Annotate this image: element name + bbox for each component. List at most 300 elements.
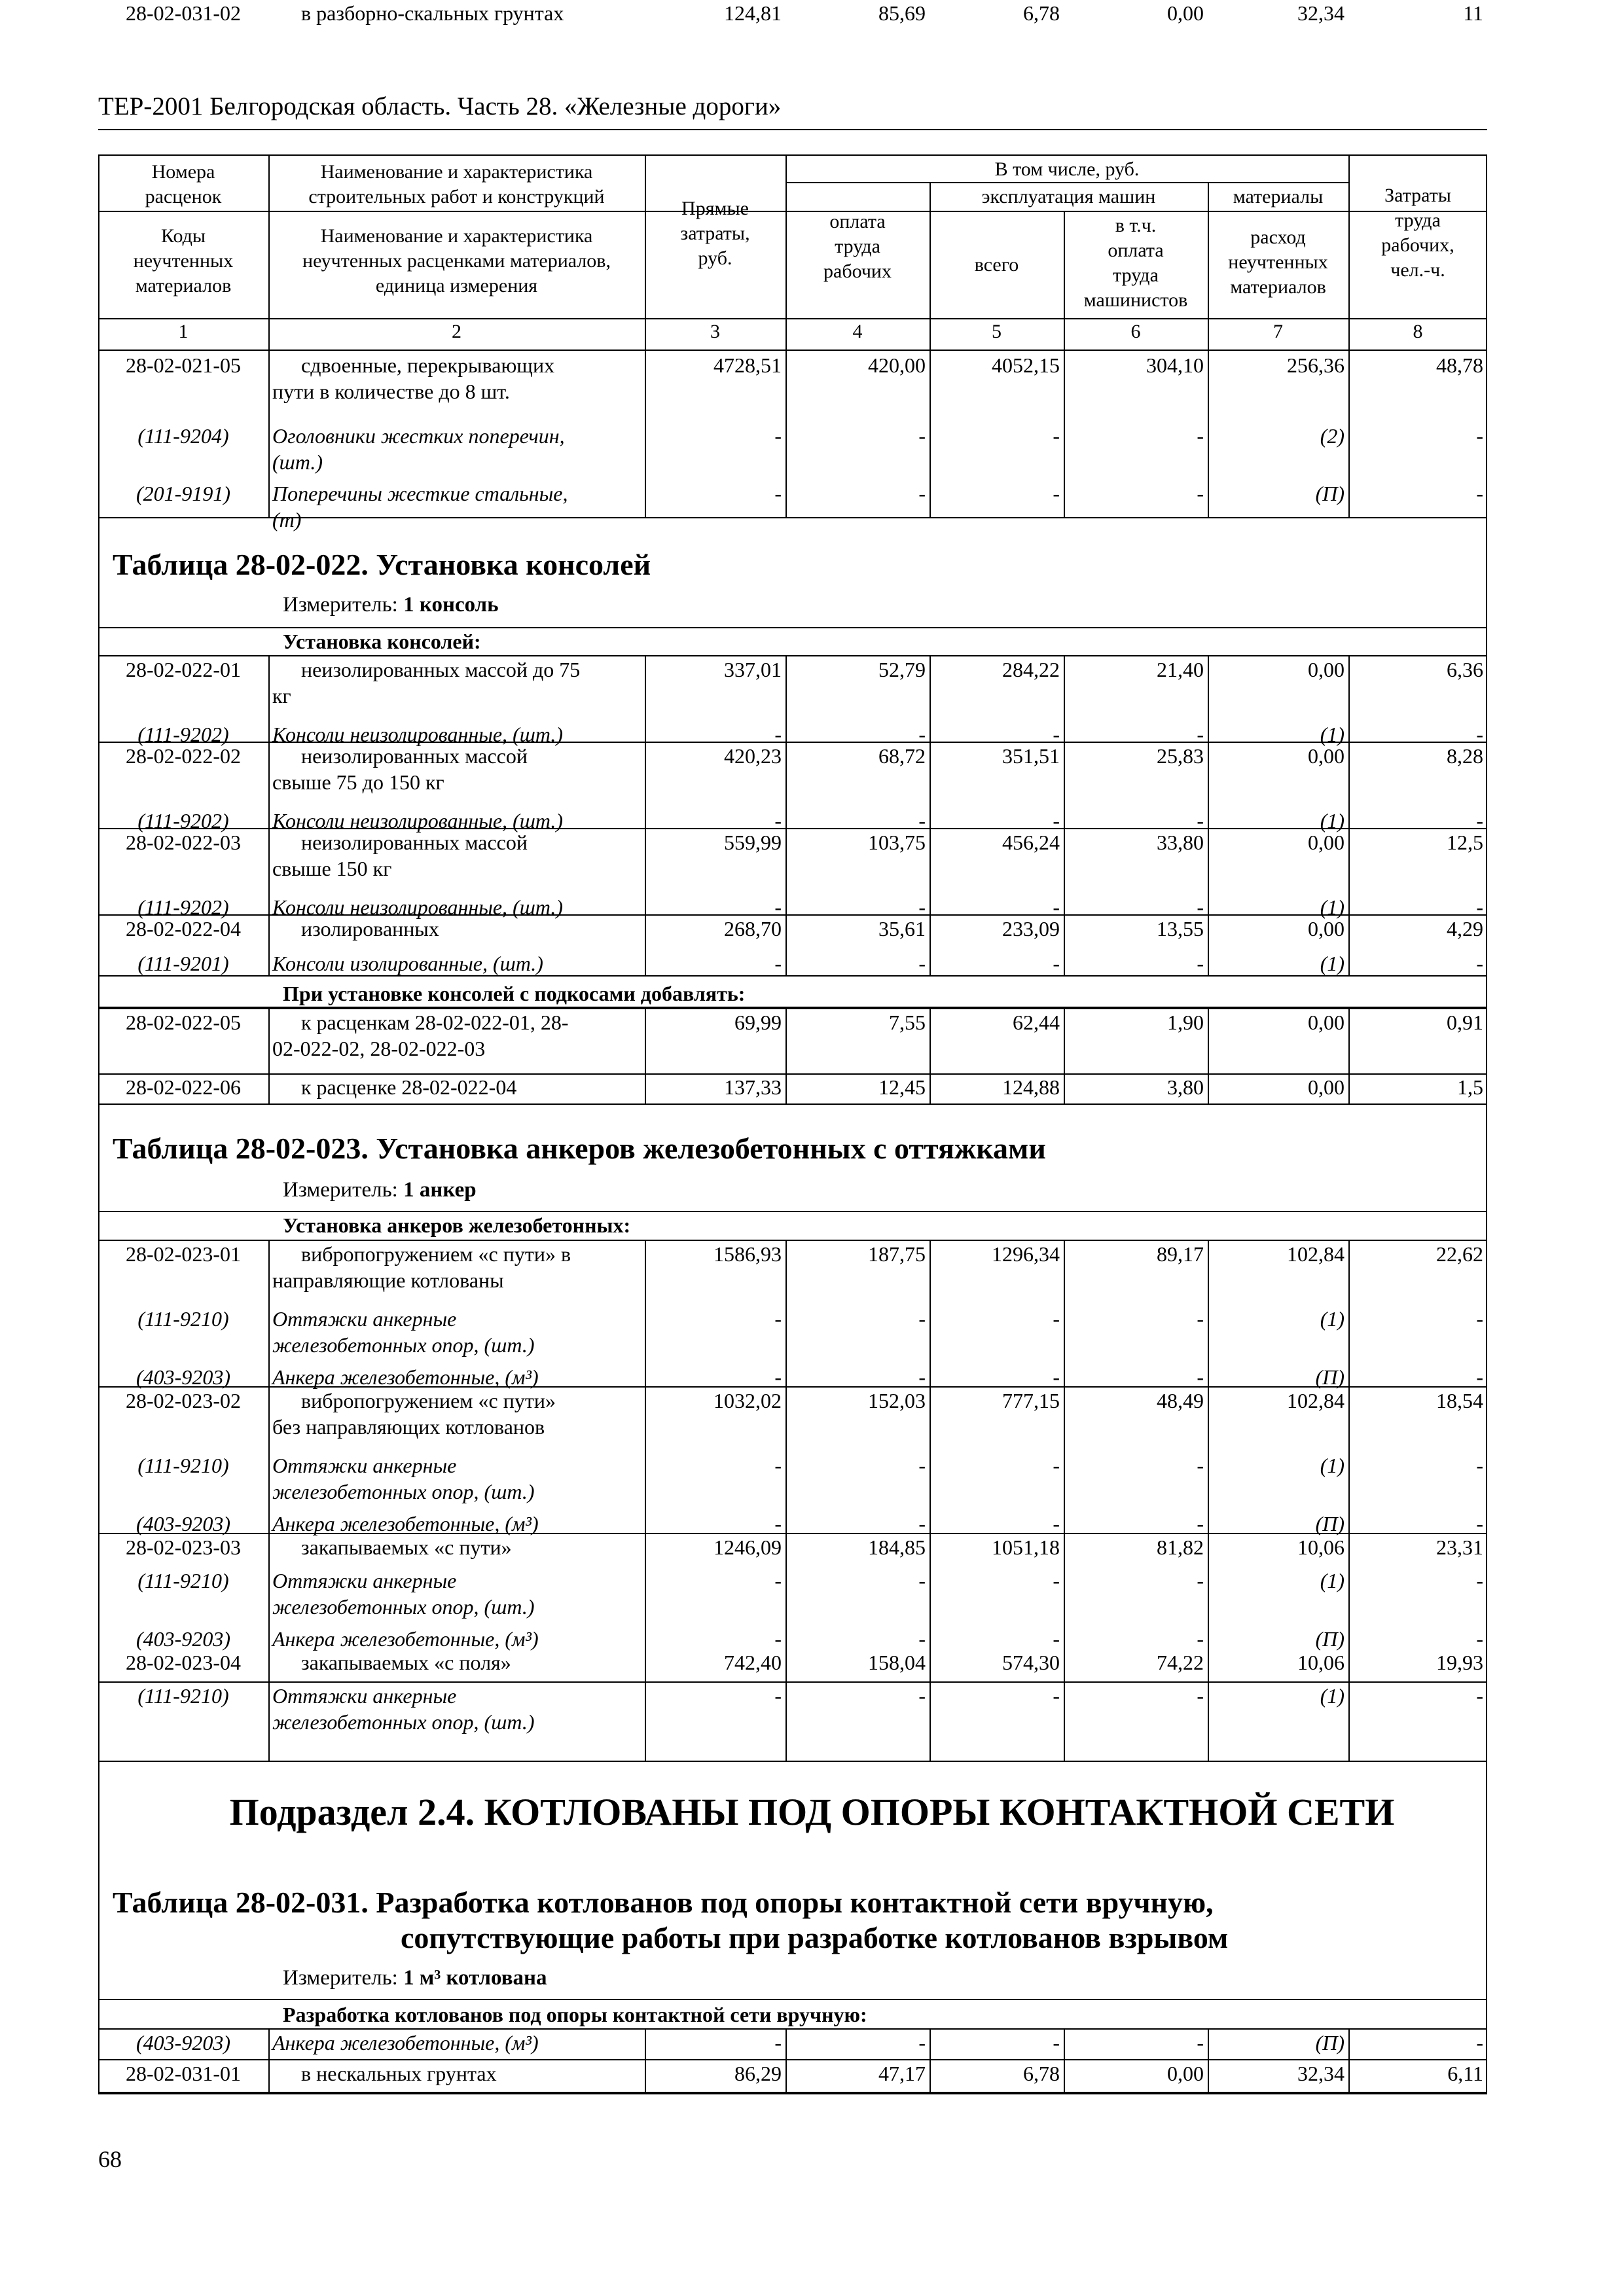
cost-value: - [918,1569,926,1592]
cost-value: - [1476,482,1483,505]
head-work-name-line: Наименование и характеристика [320,161,593,183]
cost-value: 420,23 [724,744,782,768]
cost-value: 158,04 [868,1651,926,1674]
work-name: сдвоенные, перекрывающих [301,353,555,377]
work-name: направляющие котлованы [272,1268,504,1292]
cost-value: 3,80 [1167,1075,1204,1099]
rate-code: 28-02-022-01 [126,658,241,681]
table-022-measure: Измеритель: 1 консоль [283,593,499,617]
cost-value: - [774,1512,782,1535]
cost-value: 1586,93 [713,1242,782,1266]
work-name: свыше 150 кг [272,857,392,880]
cost-value: (П) [1315,1512,1344,1535]
material-name: железобетонных опор, (шт.) [272,1333,535,1357]
cost-value: 420,00 [868,353,926,377]
head-labor-hours-line: Затраты [1384,185,1451,206]
table-column-rule [645,350,646,517]
subsection-title: Подраздел 2.4. КОТЛОВАНЫ ПОД ОПОРЫ КОНТАКТНОЙ СЕТИ [229,1791,1395,1833]
material-name: Анкера железобетонные, (м³) [272,1512,539,1535]
cost-value: - [1053,1569,1060,1592]
table-rule [98,655,1487,656]
table-column-rule [1064,350,1065,517]
head-column-number-line: 5 [992,321,1001,342]
material-code: (403-9203) [136,1512,230,1535]
cost-value: - [774,723,782,746]
cost-value: 11 [1463,1,1483,25]
cost-value: (1) [1320,952,1344,975]
head-labor-hours-line: труда [1395,209,1441,231]
head-unaccounted-materials-line: материалов [1230,276,1326,298]
table-column-rule [1208,655,1209,975]
rate-code: 28-02-031-02 [126,1,241,25]
cost-value: - [918,809,926,833]
table-022-title: Таблица 28-02-022. Установка консолей [113,548,651,581]
cost-value: - [774,809,782,833]
head-operator-pay-line: труда [1113,264,1159,286]
cost-value: 351,51 [1002,744,1060,768]
cost-value: 68,72 [878,744,926,768]
cost-value: - [774,482,782,505]
cost-value: - [774,1307,782,1331]
cost-value: - [1476,1569,1483,1592]
cost-value: - [1476,723,1483,746]
cost-value: - [774,1684,782,1708]
head-machine-total-line: всего [974,254,1019,276]
cost-value: - [1053,809,1060,833]
work-name: закапываемых «с пути» [301,1535,512,1559]
cost-value: 7,55 [889,1011,926,1034]
table-column-rule [785,1007,787,1103]
rate-rule [98,1533,1487,1534]
head-labor-hours-line: чел.-ч. [1390,259,1445,281]
rate-code: 28-02-022-04 [126,917,241,941]
head-including [871,157,1263,182]
head-materials-line: материалы [1233,186,1324,207]
material-code: (111-9210) [137,1307,229,1331]
table-rule [98,2028,1487,2030]
head-direct-costs-line: руб. [698,247,732,269]
cost-value: (П) [1315,1627,1344,1651]
cost-value: 89,17 [1157,1242,1204,1266]
material-code: (111-9201) [137,952,229,975]
running-header: ТЕР-2001 Белгородская область. Часть 28. «Железные дороги» [98,92,782,120]
rate-code: 28-02-022-03 [126,831,241,854]
head-column-number-line: 8 [1413,321,1423,342]
cost-value: - [1197,952,1204,975]
material-name: Анкера железобетонные, (м³) [272,1627,539,1651]
material-code: (111-9202) [137,723,229,746]
rate-code: 28-02-023-04 [126,1651,241,1674]
table-column-rule [1064,1007,1065,1103]
material-name: железобетонных опор, (шт.) [272,1480,535,1503]
material-code: (403-9203) [136,1627,230,1651]
cost-value: (1) [1320,1684,1344,1708]
cost-value: 12,5 [1447,831,1483,854]
head-material-name-line: Наименование и характеристика [320,225,593,247]
cost-value: - [1476,1627,1483,1651]
cost-value: 4052,15 [992,353,1060,377]
work-name: в разборно-скальных грунтах [301,1,564,25]
cost-value: 6,36 [1447,658,1483,681]
material-name: Консоли неизолированные, (шт.) [272,895,564,919]
table-rule [98,2092,1487,2093]
cost-value: 48,78 [1436,353,1483,377]
cost-value: 35,61 [878,917,926,941]
cost-value: - [918,482,926,505]
head-material-code-line: неучтенных [133,250,234,272]
head-labor-pay-line: рабочих [823,260,892,282]
cost-value: 22,62 [1436,1242,1483,1266]
table-031-measure: Измеритель: 1 м³ котлована [283,1966,547,1990]
table-rule [98,627,1487,628]
cost-value: - [918,1307,926,1331]
cost-value: - [1197,895,1204,919]
cost-value: 152,03 [868,1389,926,1412]
head-column-number-line: 7 [1273,321,1283,342]
cost-value: - [1053,952,1060,975]
work-name: кг [272,684,291,708]
table-column-rule [1208,350,1209,517]
head-including-line: В том числе, руб. [994,158,1140,180]
material-code: (403-9203) [136,1365,230,1389]
cost-value: 304,10 [1146,353,1204,377]
cost-value: - [1197,482,1204,505]
table-column-rule [785,350,787,517]
cost-value: 559,99 [724,831,782,854]
material-name: Консоли неизолированные, (шт.) [272,723,564,746]
table-022-group-heading: Установка консолей: [283,630,481,653]
cost-value: 1,90 [1167,1011,1204,1034]
table-rule [98,2059,1487,2060]
cost-value: 62,44 [1013,1011,1060,1034]
head-material-name-line: неучтенных расценками материалов, [302,250,611,272]
rate-rule [98,1681,1487,1683]
cost-value: 10,06 [1297,1535,1344,1559]
table-rule [98,1103,1487,1105]
table-023-group-heading: Установка анкеров железобетонных: [283,1213,631,1237]
table-column-rule [929,1007,931,1103]
cost-value: 1,5 [1457,1075,1483,1099]
rate-code: 28-02-031-01 [126,2062,241,2085]
cost-value: 337,01 [724,658,782,681]
material-name: Оттяжки анкерные [272,1569,457,1592]
cost-value: 268,70 [724,917,782,941]
cost-value: 13,55 [1157,917,1204,941]
table-rule [98,1240,1487,1241]
cost-value: 0,00 [1308,917,1344,941]
cost-value: (1) [1320,895,1344,919]
head-labor-hours [1221,183,1614,283]
material-name: Консоли неизолированные, (шт.) [272,809,564,833]
cost-value: - [1476,952,1483,975]
cost-value: - [1197,723,1204,746]
cost-value: - [1476,1454,1483,1477]
cost-value: 777,15 [1002,1389,1060,1412]
head-machine-operation-line: эксплуатация машин [981,186,1156,207]
table-column-rule [1208,1007,1209,1103]
work-name: к расценке 28-02-022-04 [301,1075,517,1099]
work-name: изолированных [301,917,439,941]
cost-value: 0,00 [1308,658,1344,681]
cost-value: 85,69 [878,1,926,25]
material-code: (111-9202) [137,809,229,833]
material-code: (201-9191) [136,482,230,505]
table-023-measure: Измеритель: 1 анкер [283,1178,477,1202]
material-code: (111-9210) [137,1569,229,1592]
cost-value: - [1053,1512,1060,1535]
work-name: вибропогружением «с пути» в [301,1242,571,1266]
cost-value: 1296,34 [992,1242,1060,1266]
head-operator-pay-line: машинистов [1083,289,1188,311]
head-direct-costs-line: Прямые [681,198,749,219]
head-operator-pay-line: в т.ч. [1115,215,1157,236]
cost-value: - [774,1627,782,1651]
cost-value: 6,78 [1023,1,1060,25]
cost-value: 137,33 [724,1075,782,1099]
table-022-brace-group-heading: При установке консолей с подкосами добавлять: [283,982,746,1005]
table-column-rule [1348,655,1350,975]
cost-value: 124,88 [1002,1075,1060,1099]
work-name: вибропогружением «с пути» [301,1389,556,1412]
cost-value: 184,85 [868,1535,926,1559]
material-name: железобетонных опор, (шт.) [272,1710,535,1734]
table-column-rule [645,655,646,975]
cost-value: (П) [1315,1365,1344,1389]
cost-value: - [1053,1307,1060,1331]
cost-value: 1032,02 [713,1389,782,1412]
rate-code: 28-02-023-01 [126,1242,241,1266]
cost-value: - [918,1627,926,1651]
cost-value: - [1197,1684,1204,1708]
work-name: неизолированных массой до 75 [301,658,581,681]
cost-value: 0,00 [1308,831,1344,854]
table-column-rule [1348,350,1350,517]
cost-value: 23,31 [1436,1535,1483,1559]
cost-value: - [1197,1569,1204,1592]
cost-value: - [1476,1307,1483,1331]
cost-value: 0,00 [1308,744,1344,768]
cost-value: - [1053,1627,1060,1651]
rate-code: 28-02-021-05 [126,353,241,377]
cost-value: - [1476,1512,1483,1535]
cost-value: 10,06 [1297,1651,1344,1674]
table-rule [98,517,1487,518]
cost-value: 0,00 [1167,2062,1204,2085]
table-column-rule [268,350,270,517]
cost-value: - [1197,1627,1204,1651]
material-code: (111-9204) [137,424,229,448]
cost-value: - [1197,424,1204,448]
cost-value: 48,49 [1157,1389,1204,1412]
cost-value: - [918,2031,926,2054]
table-column-rule [785,655,787,975]
cost-value: - [1053,1684,1060,1708]
cost-value: 284,22 [1002,658,1060,681]
cost-value: 86,29 [734,2062,782,2085]
cost-value: - [774,1365,782,1389]
head-labor-hours-line: рабочих, [1381,234,1454,256]
head-operator-pay-line: оплата [1108,240,1164,261]
cost-value: 0,00 [1308,1075,1344,1099]
material-name: Анкера железобетонные, (м³) [272,1365,539,1389]
cost-value: - [774,952,782,975]
head-labor-pay-line: оплата [829,211,886,232]
cost-value: - [1053,424,1060,448]
cost-value: 102,84 [1287,1242,1344,1266]
material-name: железобетонных опор, (шт.) [272,1595,535,1619]
head-direct-costs-line: затраты, [680,223,750,244]
table-column-rule [1064,655,1065,975]
cost-value: 33,80 [1157,831,1204,854]
cost-value: - [1053,1454,1060,1477]
head-column-number-line: 3 [710,321,720,342]
material-name: Поперечины жесткие стальные, [272,482,568,505]
cost-value: 1246,09 [713,1535,782,1559]
cost-value: (П) [1315,482,1344,505]
cost-value: 256,36 [1287,353,1344,377]
cost-value: (1) [1320,809,1344,833]
cost-value: - [918,1684,926,1708]
material-name: Оттяжки анкерные [272,1454,457,1477]
material-name: Консоли изолированные, (шт.) [272,952,543,975]
cost-value: 0,00 [1167,1,1204,25]
cost-value: - [918,723,926,746]
cost-value: 187,75 [868,1242,926,1266]
head-column-number-line: 2 [452,321,461,342]
cost-value: - [1053,482,1060,505]
material-name: Оттяжки анкерные [272,1307,457,1331]
cost-value: - [1197,1365,1204,1389]
cost-value: - [1197,1454,1204,1477]
cost-value: - [1197,809,1204,833]
table-column-rule [645,1007,646,1103]
header-rule-bottom [98,350,1487,351]
work-name: в нескальных грунтах [301,2062,497,2085]
head-work-name-line: строительных работ и конструкций [308,186,605,207]
cost-value: 19,93 [1436,1651,1483,1674]
cost-value: 0,00 [1308,1011,1344,1034]
cost-value: 47,17 [878,2062,926,2085]
head-material-code-line: материалов [135,275,232,296]
cost-value: 52,79 [878,658,926,681]
cost-value: 25,83 [1157,744,1204,768]
cost-value: 8,28 [1447,744,1483,768]
cost-value: - [1476,895,1483,919]
header-rule [98,129,1487,130]
rate-rule [98,742,1487,743]
rate-rule [98,1073,1487,1075]
cost-value: - [1053,2031,1060,2054]
cost-value: 742,40 [724,1651,782,1674]
rate-code: 28-02-022-06 [126,1075,241,1099]
head-rate-number-line: расценок [145,186,222,207]
rate-code: 28-02-023-02 [126,1389,241,1412]
material-name: (т) [272,508,302,531]
cost-value: - [1476,1684,1483,1708]
rate-rule [98,914,1487,916]
cost-value: - [918,895,926,919]
table-023-title: Таблица 28-02-023. Установка анкеров железобетонных с оттяжками [113,1132,1046,1165]
work-name: 02-022-02, 28-02-022-03 [272,1037,486,1060]
table-column-rule [929,655,931,975]
cost-value: - [1476,1365,1483,1389]
table-column-rule [268,1007,270,1103]
work-name: закапываемых «с поля» [301,1651,511,1674]
cost-value: 574,30 [1002,1651,1060,1674]
table-031-group-heading: Разработка котлованов под опоры контактной сети вручную: [283,2003,867,2026]
cost-value: 69,99 [734,1011,782,1034]
head-labor-pay-line: труда [835,236,880,257]
head-material-code-line: Коды [160,225,206,247]
work-name: неизолированных массой [301,744,528,768]
work-name: к расценкам 28-02-022-01, 28- [301,1011,569,1034]
cost-value: 0,91 [1447,1011,1483,1034]
head-unaccounted-materials-line: неучтенных [1228,251,1328,273]
cost-value: - [774,1454,782,1477]
rate-code: 28-02-022-05 [126,1011,241,1034]
table-column-rule [1348,1007,1350,1103]
cost-value: 6,78 [1023,2062,1060,2085]
cost-value: 32,34 [1297,1,1344,25]
rate-rule [98,1008,1487,1009]
work-name: пути в количестве до 8 шт. [272,380,510,403]
page-number: 68 [98,2146,122,2172]
cost-value: - [918,1365,926,1389]
rate-rule [98,1386,1487,1388]
cost-value: - [1197,1512,1204,1535]
material-code: (111-9210) [137,1454,229,1477]
table-column-rule [929,350,931,517]
cost-value: 6,11 [1447,2062,1483,2085]
rate-code: 28-02-022-02 [126,744,241,768]
work-name: свыше 75 до 150 кг [272,770,444,794]
cost-value: - [918,952,926,975]
cost-value: 4,29 [1447,917,1483,941]
cost-value: (1) [1320,1569,1344,1592]
cost-value: 18,54 [1436,1389,1483,1412]
rate-code: 28-02-023-03 [126,1535,241,1559]
cost-value: - [1476,809,1483,833]
table-031-title-line-2: сопутствующие работы при разработке котлованов взрывом [401,1921,1229,1954]
rate-rule [98,828,1487,829]
cost-value: (1) [1320,1454,1344,1477]
cost-value: 233,09 [1002,917,1060,941]
cost-value: - [774,1569,782,1592]
table-rule [98,975,1487,977]
cost-value: - [1476,2031,1483,2054]
cost-value: (1) [1320,1307,1344,1331]
table-031-title-line-1: Таблица 28-02-031. Разработка котлованов под опоры контактной сети вручную, [113,1886,1214,1919]
cost-value: (2) [1320,424,1344,448]
cost-value: - [1197,2031,1204,2054]
cost-value: - [1053,723,1060,746]
cost-value: - [1197,1307,1204,1331]
cost-value: 124,81 [724,1,782,25]
table-rule [98,1211,1487,1212]
table-column-rule [268,655,270,975]
material-name: Анкера железобетонные, (м³) [272,2031,539,2054]
work-name: неизолированных массой [301,831,528,854]
head-column-number-line: 1 [178,321,189,342]
head-column-number-line: 4 [852,321,863,342]
cost-value: - [1053,1365,1060,1389]
cost-value: - [774,424,782,448]
head-unaccounted-materials-line: расход [1250,226,1306,248]
cost-value: (1) [1320,723,1344,746]
cost-value: 12,45 [878,1075,926,1099]
cost-value: 4728,51 [713,353,782,377]
cost-value: 102,84 [1287,1389,1344,1412]
